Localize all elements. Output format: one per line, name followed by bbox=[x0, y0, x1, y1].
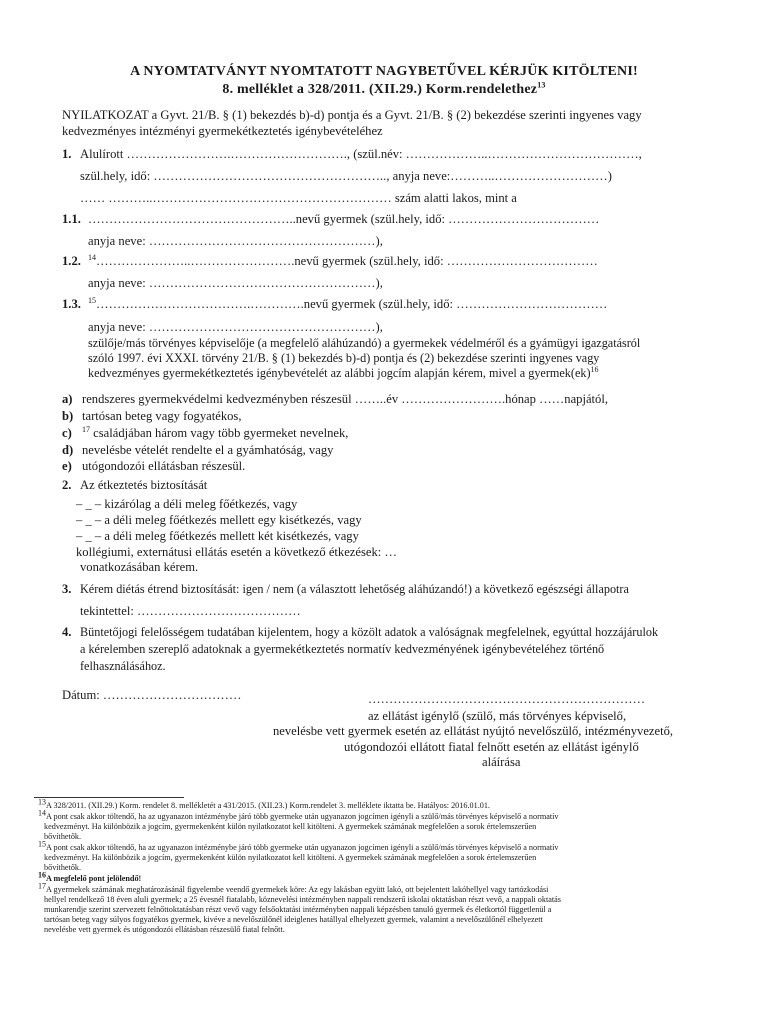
child-3-text: ……………………………….………….nevű gyermek (szül.hely, idő: ……………………………… bbox=[96, 297, 608, 311]
footnote-number: 15 bbox=[38, 839, 46, 849]
footnote-ref: 16 bbox=[590, 364, 599, 374]
footnote-ref: 14 bbox=[88, 252, 96, 262]
reason-e-letter: e) bbox=[62, 459, 72, 473]
footnote-17-cont-4: nevelésbe vett gyermek és utógondozói ellátásban részesülő fiatal felnőtt. bbox=[44, 925, 285, 934]
signature-caption-3: utógondozói ellátott fiatal felnőtt esetén az ellátást igénylő bbox=[344, 740, 639, 754]
footnote-text: A gyermekek számának meghatározásánál figyelembe veendő gyermekek köre: Az egy lakásban együtt lakó, ott bejelentett lakóhellyel vagy tartózkodási bbox=[46, 885, 549, 894]
parent-statement-line-3 bbox=[88, 366, 599, 380]
meal-option-1[interactable]: – _ – kizárólag a déli meleg főétkezés, vagy bbox=[76, 497, 298, 511]
reason-c-label: családjában három vagy több gyermeket nevelnek, bbox=[93, 426, 349, 440]
footnote-17 bbox=[38, 881, 549, 895]
child-2-text: …………………..…………………….nevű gyermek (szül.hely, idő: ……………………………… bbox=[96, 254, 598, 268]
section-1-3-number: 1.3. bbox=[62, 297, 81, 311]
footnote-number: 14 bbox=[38, 808, 46, 818]
footnote-text: A megfelelő pont jelölendő! bbox=[46, 874, 142, 883]
reason-a-letter: a) bbox=[62, 392, 73, 406]
footnote-15 bbox=[38, 839, 559, 853]
section-4-number: 4. bbox=[62, 625, 72, 639]
footnote-16 bbox=[38, 870, 142, 884]
reason-c-letter: c) bbox=[62, 426, 72, 440]
declaration-line-1: Büntetőjogi felelősségem tudatában kijelentem, hogy a közölt adatok a valóságnak megfelelnek, egyúttal hozzájárulok bbox=[80, 625, 659, 639]
section-1-1-number: 1.1. bbox=[62, 212, 81, 226]
signature-caption-1: az ellátást igénylő (szülő, más törvényes képviselő, bbox=[368, 709, 627, 723]
parent-statement-line-1: szülője/más törvényes képviselője (a megfelelő aláhúzandó) a gyermekek védelméről és a gyámügyi igazgatásról bbox=[88, 336, 641, 350]
footnote-text: A 328/2011. (XII.29.) Korm. rendelet 8. mellékletét a 431/2015. (XII.23.) Korm.rendelet 3. melléklete iktatta be. Hatályos: 2016.01.01. bbox=[46, 801, 490, 810]
footnote-17-cont-3: tartósan beteg vagy súlyos fogyatékos gyermek, kivéve a nevelőszülőnél ideiglenes hatállyal elhelyezett gyermek, valamint a nevelőszülőnél elhelyezett bbox=[44, 915, 543, 924]
signature-field[interactable]: ………………………………………………………… bbox=[368, 692, 646, 706]
reason-b-text[interactable]: tartósan beteg vagy fogyatékos, bbox=[82, 409, 242, 423]
footnote-15-cont-1: kedvezményt. Ha különbözik a jogcím, gyermekenként külön nyilatkozatot kell kitölteni. A gyermekek számának megfelelően a sorok értelemszerűen bbox=[44, 853, 537, 862]
signature-caption-4: aláírása bbox=[482, 755, 521, 769]
page-title: A NYOMTATVÁNYT NYOMTATOTT NAGYBETŰVEL KÉRJÜK KITÖLTENI! bbox=[130, 64, 638, 79]
name-field-line[interactable]: Alulírott …………………….………………………., (szül.név: ………………..………………………………, bbox=[80, 147, 642, 161]
footnote-14-cont-2: bővíthetők. bbox=[44, 832, 82, 841]
meal-option-2[interactable]: – _ – a déli meleg főétkezés mellett egy kisétkezés, vagy bbox=[76, 513, 362, 527]
child-1-mother-line[interactable]: anyja neve: ………………………………………………), bbox=[88, 234, 383, 248]
child-2-field-line[interactable] bbox=[88, 254, 598, 268]
signature-caption-2: nevelésbe vett gyermek esetén az ellátást nyújtó nevelőszülő, intézményvezető, bbox=[273, 724, 674, 738]
parent-statement-text: kedvezményes gyermekétkeztetés igénybevételét az alábbi jogcím alapján kérem, mivel a gyermek(ek) bbox=[88, 366, 591, 380]
footnote-divider bbox=[34, 797, 184, 798]
footnote-text: A pont csak akkor töltendő, ha az ugyanazon intézménybe járó több gyermeke után ugyanazon jogcímen igényli a szülő/más törvényes képviselő a normatív bbox=[46, 812, 559, 821]
date-field[interactable]: Dátum: …………………………… bbox=[62, 688, 242, 702]
footnote-ref: 13 bbox=[537, 80, 546, 90]
child-3-field-line[interactable] bbox=[88, 297, 607, 311]
reason-d-text[interactable]: nevelésbe vételét rendelte el a gyámhatóság, vagy bbox=[82, 443, 334, 457]
section-1-number: 1. bbox=[62, 147, 72, 161]
section-2-closing: vonatkozásában kérem. bbox=[80, 560, 199, 574]
section-3-number: 3. bbox=[62, 582, 72, 596]
footnote-13 bbox=[38, 797, 490, 811]
footnote-17-cont-1: hellyel rendelkező 18 éven aluli gyermek; a 25 évesnél fiatalabb, köznevelési intézményben nappali rendszerű iskolai oktatásban részt vevő, a nappali oktatás bbox=[44, 895, 561, 904]
intro-line-2: kedvezményes intézményi gyermekétkeztetés igénybevételéhez bbox=[62, 124, 383, 138]
footnote-text: A pont csak akkor töltendő, ha az ugyanazon intézménybe járó több gyermeke után ugyanazon jogcímen igényli a szülő/más törvényes képviselő a normatív bbox=[46, 843, 559, 852]
diet-reason-field[interactable]: tekintettel: ………………………………… bbox=[80, 604, 301, 618]
section-2-title: Az étkeztetés biztosítását bbox=[80, 478, 208, 492]
meal-option-3[interactable]: – _ – a déli meleg főétkezés mellett két kisétkezés, vagy bbox=[76, 529, 359, 543]
footnote-number: 13 bbox=[38, 797, 46, 807]
footnote-ref: 17 bbox=[82, 424, 90, 434]
reason-c-text[interactable] bbox=[82, 426, 348, 440]
reason-d-letter: d) bbox=[62, 443, 74, 457]
footnote-15-cont-2: bővíthetők. bbox=[44, 863, 82, 872]
parent-statement-line-2: szóló 1997. évi XXXI. törvény 21/B. § (1) bekezdés b)-d) pontja és (2) bekezdése szerinti ingyenes vagy bbox=[88, 351, 600, 365]
meal-option-4[interactable]: kollégiumi, externátusi ellátás esetén a következő étkezések: … bbox=[76, 545, 398, 559]
declaration-line-2: a kérelemben szereplő adatoknak a gyermekétkeztetés normatív kedvezményének igénybevételéhez történő bbox=[80, 642, 605, 656]
child-3-mother-line[interactable]: anyja neve: ………………………………………………), bbox=[88, 320, 383, 334]
section-2-number: 2. bbox=[62, 478, 72, 492]
section-1-2-number: 1.2. bbox=[62, 254, 81, 268]
reason-e-text[interactable]: utógondozói ellátásban részesül. bbox=[82, 459, 246, 473]
birth-field-line[interactable]: szül.hely, idő: ……………………………………………….., anyja neve:………..………………………) bbox=[80, 169, 612, 183]
diet-request-line[interactable]: Kérem diétás étrend biztosítását: igen / nem (a választott lehetőség aláhúzandó!) a következő egészségi állapotra bbox=[80, 582, 629, 596]
intro-line-1: NYILATKOZAT a Gyvt. 21/B. § (1) bekezdés b)-d) pontja és a Gyvt. 21/B. § (2) bekezdése szerinti ingyenes vagy bbox=[62, 108, 642, 122]
footnote-ref: 15 bbox=[88, 295, 96, 305]
reason-b-letter: b) bbox=[62, 409, 74, 423]
declaration-line-3: felhasználásához. bbox=[80, 659, 166, 673]
reason-a-text[interactable]: rendszeres gyermekvédelmi kedvezményben részesül ……..év …………………….hónap ……napjától, bbox=[82, 392, 608, 406]
footnote-17-cont-2: munkarendje szerint szervezett felnőttoktatásban részt vevő vagy felsőoktatási intézményben nappali képzésben tanuló gyermek és életkortól függetlenül a bbox=[44, 905, 552, 914]
footnote-14-cont-1: kedvezményt. Ha különbözik a jogcím, gyermekenként külön nyilatkozatot kell kitölteni. A gyermekek számának megfelelően a sorok értelemszerűen bbox=[44, 822, 537, 831]
page-subtitle bbox=[0, 82, 768, 98]
child-1-field-line[interactable]: …………………………………………..nevű gyermek (szül.hely, idő: ……………………………… bbox=[88, 212, 600, 226]
footnote-14 bbox=[38, 808, 559, 822]
subtitle-text: 8. melléklet a 328/2011. (XII.29.) Korm.rendelethez bbox=[222, 82, 538, 97]
child-2-mother-line[interactable]: anyja neve: ………………………………………………), bbox=[88, 276, 383, 290]
address-field-line[interactable]: …… ………..………………………………………………… szám alatti lakos, mint a bbox=[80, 191, 517, 205]
footnote-number: 17 bbox=[38, 881, 46, 891]
footnote-number: 16 bbox=[38, 870, 46, 880]
